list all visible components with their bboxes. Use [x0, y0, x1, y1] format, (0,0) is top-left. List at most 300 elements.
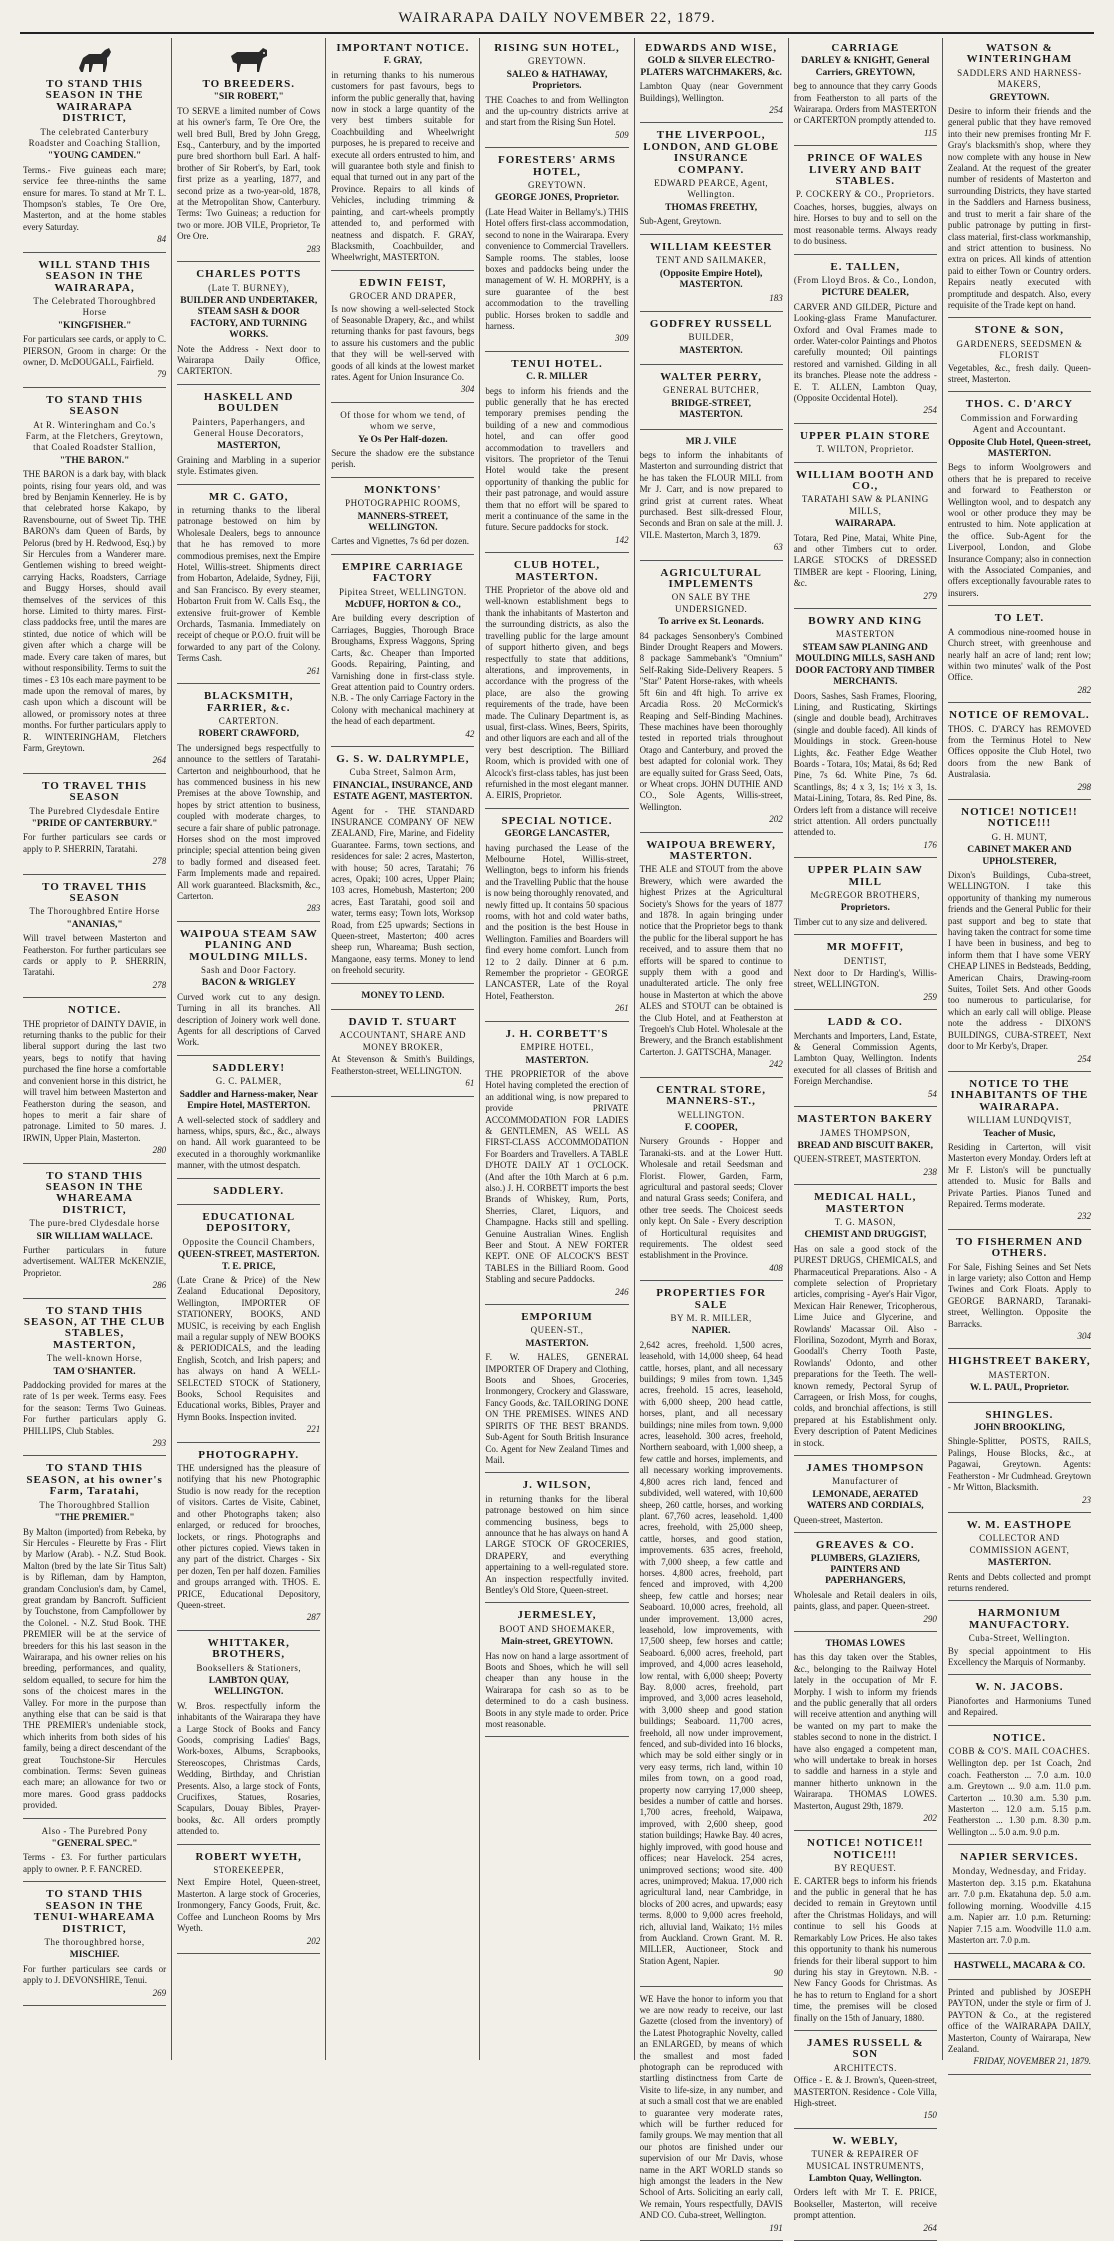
advertisement [177, 79, 320, 262]
ad-name: BUILDER AND UNDERTAKER, STEAM SASH & DOOR FACTORY, AND TURNING WORKS. [180, 295, 318, 341]
ad-body: Orders left with Mr T. E. PRICE, Bookseller, Masterton, will receive prompt attention. [793, 2187, 937, 2221]
ad-heading: CENTRAL STORE, MANNERS-ST., [656, 1083, 767, 1108]
ad-reference-number: 259 [923, 991, 937, 1002]
ad-name: THOMAS FREETHY, [665, 202, 758, 213]
ad-reference-number: 176 [923, 839, 937, 850]
ad-name: F. COOPER, [684, 1122, 738, 1133]
ad-body: 2,642 acres, freehold. 1,500 acres, leasehold, with 14,000 sheep, 64 head cattle, horses, plant, and all necessary buildings; 9 miles from town. 1,345 acres, freehold. 15 acres, leasehold, with 6,000 sheep, 200 head cattle, horses, plant, and all necessary buildings; nine miles from town. 9,000 acres, leasehold. 300 acres, freehold, Northern seaboard, with 1,000 sheep, a few cattle and horses, implements, and all necessary working improvements. 4,800 acres rich land, fenced and subdivided, well watered, with 10,600 sheep, 260 cattle, horses, and working plant. 67,760 acres, leasehold. 1,400 acres, freehold, with 25,000 sheep, cattle, horses, and good station, improvements. 635 acres, freehold, with 7,000 sheep, a few cattle and horses. 4,800 acres, freehold, part fenced and improved, with 4,200 sheep, few cattle and horses; near Seaboard. 10,000 acres, freehold, all under improvement. 13,000 acres, leasehold, low improvements, with 17,500 sheep, few horses and cattle; Seaboard. 6,000 acres, freehold, part improved, and 4,000 acres leasehold, low rental, with 6,000 sheep; Poverty Bay. 8,000 acres, freehold, part improved, and 3,000 acres leasehold, with 3,000 sheep and good station buildings; Seaboard. 11,700 acres, freehold, all now under improvement, fenced, and sub-divided into 16 blocks, which may be sold either singly or in very easy terms, rich land, within 10 miles from town, on a good road, property now carrying 17,000 sheep, besides a number of cattle and horses. 1,700 acres, freehold, Waipawa, improved, with 2,600 sheep, good station buildings; Hawke Bay. 40 acres, highly improved, with good house and offices; near Havelock. 254 acres, unimproved sections; wood site. 400 acres, unimproved; Makua. 17,000 rich agricultural land, near Cambridge, in blocks of 200 acres, and upwards; easy terms. 8,000 to 9,000 acres freehold, rich, alluvial land, Waikato; 1½ miles from Auckland. Crown Grant. M. R. MILLER, Auctioneer, Stock and Station Agent, Napier. [639, 1339, 783, 1966]
ad-name: "ANANIAS," [66, 919, 123, 930]
ad-reference-number: 304 [460, 384, 475, 395]
ad-body: Begs to inform Woolgrowers and others that he is prepared to receive and forward to Featherston or Wellington wool, and to despatch any wool or other produce they may be entrusted to him. Note application at the office. Sub-Agent for the Liverpool, London, and Globe Insurance Company; also in connection with the Associated Companies, and offers exceptionally favourable rates to insurers. [947, 462, 1091, 598]
ad-heading: HIGHSTREET BAKERY, [948, 1355, 1091, 1368]
ad-heading: STONE & SON, [974, 324, 1064, 337]
ad-name: F. GRAY, [383, 56, 422, 67]
ad-heading: CARRIAGE [831, 42, 900, 54]
ad-subheading: CARTERTON. [218, 715, 279, 726]
ad-heading: JAMES THOMPSON [806, 1462, 925, 1475]
advertisement [485, 1480, 628, 1603]
ad-name: SIR WILLIAM WALLACE. [36, 1231, 153, 1242]
ad-heading: AGRICULTURAL IMPLEMENTS [660, 566, 762, 591]
advertisement [948, 613, 1091, 703]
ad-reference-number: 84 [157, 234, 167, 245]
ad-body: Further particulars in future advertisement. WALTER McKENZIE, Proprietor. [23, 1244, 167, 1278]
ad-heading: HASKELL AND BOULDEN [203, 390, 294, 415]
advertisement [948, 1852, 1091, 1953]
ad-subheading: Commission and Forwarding Agent and Accountant. [960, 412, 1079, 435]
ad-heading: GREAVES & CO. [815, 1539, 915, 1552]
ad-reference-number: 309 [615, 333, 629, 344]
ad-heading: WAIPOUA BREWERY, MASTERTON. [646, 838, 776, 862]
ad-subheading: Painters, Paperhangers, and General House Decorators, [192, 416, 306, 438]
ad-body: Are building every description of Carriages, Buggies, Thorough Brace Broughams, Express Waggons, Spring Carts, &c. Cheaper than Imported Goods. Repairing, Painting, and Varnishing done in first-class style. Great attention paid to Country orders. N.B. - The only Carriage Factory in the Colony with mechanical machinery at the head of each department. [331, 613, 475, 727]
ad-body: begs to inform the inhabitants of Masterton and surrounding district that he has taken the FLOUR MILL from Mr J. Carr, and is now prepared to grind grist at current rates. Wheat purchased. Best silk-dressed Flour, Seconds and Bran on sale at the mill. J. VILE. Masterton, March 3, 1879. [639, 449, 783, 540]
ad-body: F. W. HALES, GENERAL IMPORTER OF Drapery and Clothing, Boots and Shoes, Groceries, Ironmongery, Crockery and Glassware, Fancy Goods, &c. TAILORING DONE ON THE PREMISES. WINES AND SPIRITS OF THE BEST BRANDS. Sub-Agent for South British Insurance Co. Agent for New Zealand Times and Mail. [485, 1352, 629, 1465]
advertisement [177, 392, 320, 485]
ad-heading: TO BREEDERS. [202, 78, 295, 90]
advertisement [331, 43, 474, 271]
ad-heading: G. S. W. DALRYMPLE, [336, 752, 470, 765]
advertisement [177, 492, 320, 685]
advertisement [331, 754, 474, 984]
ad-heading: MR C. GATO, [208, 490, 289, 503]
ad-name: MR J. VILE [685, 436, 737, 447]
ad-subheading: BOOT AND SHOEMAKER, [499, 1623, 615, 1634]
ad-reference-number: 282 [1077, 684, 1091, 695]
ad-body: By special appointment to His Excellency the Marquis of Normanby. [947, 1645, 1091, 1667]
ad-heading: TO STAND THIS SEASON IN THE WAIRARAPA DISTRICT, [45, 78, 144, 125]
ad-body: Curved work cut to any design. Turning in all its branches. All description of Joinery work well done. Agents for all descriptions of Carved Work. [177, 991, 321, 1048]
column-6 [788, 38, 942, 2233]
ad-subheading: Sash and Door Factory. [201, 965, 297, 976]
ad-body: Totara, Red Pine, Matai, White Pine, and other Timbers cut to order. LARGE STOCKS of DRESSED TIMBER are kept - Flooring, Lining, &c. [793, 532, 937, 589]
ad-reference-number: 278 [152, 979, 167, 990]
advertisement [948, 1520, 1091, 1601]
ad-body: Printed and published by JOSEPH PAYTON, under the style or firm of J. PAYTON & Co., at the registered office of the WAIRARAPA DAILY, Masterton, County of Wairarapa, New Zealand. [947, 1986, 1091, 2054]
ad-reference-number: 293 [152, 1438, 167, 1449]
advertisement [23, 79, 166, 253]
ad-subheading: Cuba Street, Salmon Arm, [349, 767, 457, 778]
ad-name: MASTERTON. [679, 345, 743, 356]
ad-body: Has on sale a good stock of the PUREST DRUGS, CHEMICALS, and Pharmaceutical Preparations. Also - A complete selection of Proprietary articles, comprising - Ayer's Hair Vigor, Mexican Hair Renewer, Tricopherous, Lime Juice and Glycerine, and Rowlands' Macassar Oil. Also - Florilina, Sozodont, Myrrh and Borax, Goodall's Cherry Tooth Paste, Rowlands' Odonto, and other preparations for the Teeth. The well-known remedy, Pectoral Syrup of Carrageen, or Irish Moss, for coughs, colds, and bronchial affections, is still prepared at his Establishment only. Every description of Patent Medicines in stock. [793, 1243, 937, 1448]
ad-reference-number: 509 [615, 129, 629, 140]
advertisement [23, 395, 166, 774]
ad-heading: UPPER PLAIN STORE [800, 429, 931, 442]
ad-reference-number: 254 [923, 405, 937, 416]
ad-name: BRIDGE-STREET, MASTERTON. [671, 398, 752, 421]
ad-subheading: Pipitea Street, WELLINGTON. [339, 586, 467, 597]
ad-reference-number: 202 [769, 814, 783, 825]
ad-subheading: WELLINGTON. [677, 1109, 745, 1120]
ad-name: MASTERTON, [217, 441, 281, 452]
bull-illustration-icon [227, 42, 271, 76]
ad-body: WE Have the honor to inform you that we are now ready to receive, our last Gazette (closed from the inventory) of the Latest Photographic Novelty, called an ENLARGED, by means of which the smallest and most faded photograph can be reproduced with startling distinctness from Carte de Visite to life-size, in any number, and at such a small cost that we are enabled to guarantee very moderate rates, which will be further reduced for family groups. We may mention that all our photos are finished under our supervision of our Mr Davis, whose name in the ART WORLD stands so high amongst the leaders in the New School of Arts. Soliciting an early call, We remain, Yours respectfully, DAVIS AND CO. Cuba-street, Wellington. [639, 1993, 783, 2221]
ad-reference-number: 408 [769, 1262, 783, 1273]
ad-body: having purchased the Lease of the Melbourne Hotel, Willis-street, Wellington, begs to inform his friends and the Travelling Public that the house is now being thoroughly renovated, and newly fitted up. It contains 50 spacious rooms, with hot and cold water baths, and the position is the best House in Wellington. Families and Boarders will find every home comfort. Lunch from 12 to 2 daily. Dinner at 6 p.m. Remember the proprietor - GEORGE LANCASTER, Late of the Royal Hotel, Featherston. [485, 842, 629, 1001]
ad-name: "KINGFISHER." [57, 320, 132, 331]
ad-body: Doors, Sashes, Sash Frames, Flooring, Lining, and Rusticating, Skirtings (single and double bead), Architraves (single and double faced). All kinds of Mouldings in stock. Green-house Lights, &c. Feather Edge Weather Boards - Totara, 10s; Matai, 8s 6d; Red Pine, 7s 6d. White Pine, 7s 6d. Scantlings, 8s; 4 x 3, 1s; 1½ x 3, 1s. Matai-Lining, Totara, 8s. Red Pine, 8s. Orders left from a distance will receive strict attention. All orders punctually attended to. [793, 690, 937, 838]
column-5 [634, 38, 788, 2233]
ad-subheading: Manufacturer of [832, 1476, 899, 1487]
ad-name: STEAM SAW PLANING AND MOULDING MILLS, SASH AND DOOR FACTORY AND TIMBER MERCHANTS. [795, 642, 935, 688]
ad-subheading: G. C. PALMER, [215, 1076, 282, 1087]
ad-reference-number: 283 [306, 243, 321, 254]
ad-reference-number: 79 [157, 369, 167, 380]
advertisement [177, 929, 320, 1056]
ad-heading: MEDICAL HALL, MASTERTON [814, 1191, 917, 1215]
ad-heading: LADD & CO. [827, 1016, 903, 1029]
ad-reference-number: 286 [152, 1280, 167, 1291]
advertisement [23, 1306, 166, 1457]
ad-subheading: P. COCKERY & CO., Proprietors. [795, 189, 935, 200]
ad-body: E. CARTER begs to inform his friends and the public in general that he has decided to remain in Greytown until after the Christmas Holidays, and will continue to sell his Goods at Remarkably Low Prices. He also takes this opportunity to thank his numerous friends for their liberal support to him during his stay in Greytown. N.B. - New Fancy Goods for Christmas. As he has to return to England for a short time, the premises will be closed finally on the 15th of January, 1880. [793, 1875, 937, 2023]
ad-body: For further particulars see cards or apply to J. DEVONSHIRE, Tenui. [23, 1963, 167, 1986]
advertisement [794, 1838, 937, 2031]
advertisement [331, 991, 474, 1010]
ad-body: in returning thanks to his numerous customers for past favours, begs to inform the public generally that, having now in stock a large quantity of the very best timbers suitable for Coachbuilding and Wheelwright purposes, he is prepared to receive and execute all orders entrusted to him, and will guarantee both style and finish to equal that turned out in any part of the Province. Repairs to all kinds of Vehicles, including trimming & painting, and cart-wheels promptly attended to, and performed with neatness and dispatch. F. GRAY, Blacksmith, Coachbuilder, and Wheelwright, MASTERTON. [331, 69, 475, 263]
ad-heading: W. M. EASTHOPE [966, 1518, 1073, 1531]
ad-reference-number: 264 [152, 755, 167, 766]
ad-heading: PRINCE OF WALES LIVERY AND BAIT STABLES. [807, 152, 924, 188]
ad-heading: BOWRY AND KING [808, 615, 923, 628]
ad-heading: JERMESLEY, [517, 1609, 597, 1622]
ad-body: beg to announce that they carry Goods from Featherston to all parts of the Wairarapa. Orders from MASTERTON or CARTERTON promptly attended to. [793, 81, 937, 126]
ad-name: Ye Os Per Half-dozen. [358, 434, 448, 445]
advertisement [23, 260, 166, 388]
ad-body: Dixon's Buildings, Cuba-street, WELLINGTON. I take this opportunity of thanking my numerous friends and the General Public for their past support and beg to state that having taken the contract for some time I have been in business, and beg to inform them that I have some VERY CHEAP LINES in Bedsteads, Bedding, American Chairs, Drawing-room Suites, Toilet Sets. And other Goods too numerous to particularise, for which an early call will oblige. Please note the address - DIXON'S BUILDINGS, CUBA-STREET, Next door to Mr Kerby's, Draper. [947, 870, 1091, 1052]
advertisement [23, 1005, 166, 1163]
advertisement [485, 1312, 628, 1473]
ad-reference-number: 238 [923, 1166, 937, 1177]
advertisement [640, 1994, 783, 2241]
advertisement [177, 1450, 320, 1631]
advertisement [485, 1610, 628, 1737]
ad-heading: TO TRAVEL THIS SEASON [42, 779, 148, 804]
ad-body: Queen-street, Masterton. [793, 1514, 883, 1525]
ad-name: JOHN BROOKLING, [974, 1423, 1065, 1434]
ad-subheading: McGREGOR BROTHERS, [810, 890, 921, 900]
advertisement [948, 1733, 1091, 1846]
advertisement [640, 372, 783, 430]
ad-name: "YOUNG CAMDEN." [47, 151, 142, 162]
ad-subheading: MASTERTON. [988, 1369, 1051, 1380]
advertisement [177, 1063, 320, 1179]
ad-heading: J. H. CORBETT'S [505, 1027, 609, 1040]
ad-body: Pianofortes and Harmoniums Tuned and Repaired. [947, 1695, 1091, 1718]
advertisement [948, 1079, 1091, 1230]
ad-heading: JAMES RUSSELL & SON [807, 2036, 924, 2061]
ad-reference-number: 150 [923, 2110, 937, 2121]
advertisement [640, 130, 783, 234]
ad-reference-number: 246 [615, 1286, 629, 1297]
column-2 [171, 38, 325, 2060]
ad-name: CHEMIST AND DRUGGIST, [804, 1230, 927, 1241]
ad-body: Note the Address - Next door to Wairarapa Daily Office, CARTERTON. [177, 343, 321, 377]
ad-heading: SPECIAL NOTICE. [501, 814, 613, 827]
ad-reference-number: 304 [1077, 1331, 1091, 1342]
ad-body: Agent for - THE STANDARD INSURANCE COMPANY OF NEW ZEALAND, Fire, Marine, and Fidelity Guarantee. Farms, town sections, and residences for sale: 2 acres, Masterton, with house; 50 acres, Taratahi; 76 acres, Opaki; 100 acres, Upper Plain; 103 acres, Homebush, Masterton; 200 acres, East Taratahi, good soil and water, terms easy; Town lots, Worksop Road, from £25 upwards; Sections in Queen-street, Masterton; 400 acres sheep run, Whareama; Bush section, Mangaone, easy terms. Money to lend on freehold security. [331, 805, 475, 976]
advertisement [331, 1017, 474, 1096]
ad-reference-number: 287 [306, 1612, 321, 1623]
advertisement [948, 1682, 1091, 1725]
advertisement [794, 1639, 937, 1832]
ad-body: THE Coaches to and from Wellington and the up-country districts arrive at and start from the Rising Sun Hotel. [485, 94, 629, 128]
ad-heading: PROPERTIES FOR SALE [656, 1287, 767, 1311]
advertisement [177, 691, 320, 922]
ad-subheading: (From Lloyd Bros. & Co., London, [793, 274, 937, 285]
ad-name: THOMAS LOWES [825, 1638, 905, 1649]
ad-reference-number: 254 [1077, 1053, 1091, 1064]
advertisement [331, 278, 474, 403]
advertisement [640, 1085, 783, 1282]
ad-heading: WHITTAKER, BROTHERS, [207, 1636, 290, 1661]
advertisement [794, 2038, 937, 2129]
ad-subheading: TARATAHI SAW & PLANING MILLS, [801, 494, 929, 516]
ad-body: (Late Crane & Price) of the New Zealand Educational Depository, Wellington, IMPORTER OF STATIONERY, BOOKS, AND MUSIC, is receiving by each English mail a regular supply of NEW BOOKS & PERIODICALS, and the leading English, Scotch, and Irish papers; and has always on hand A WELL-SELECTED STOCK of Stationery, Books, School Requisites and Educational works, Bibles, Prayer and Hymn Books. Inspection invited. [177, 1274, 321, 1422]
ad-subheading: The thoroughbred horse, [44, 1936, 145, 1947]
advertisement [794, 2136, 937, 2241]
ad-body: For Sale, Fishing Seines and Set Nets in large variety; also Cotton and Hemp Twines and Cork Floats. Apply to GEORGE BARNARD, Taranaki-street, Wellington. Opposite the Barracks. [947, 1261, 1091, 1329]
ad-body: The undersigned begs respectfully to announce to the settlers of Taratahi-Carterton and neighbourhood, that he has commenced business in his new Premises at the above Township, and hopes by strict attention to business, coupled with moderate charges, to secure a fair share of public patronage. Horses shod on the most improved principle; special attention being given to badly formed and diseased feet. Farm Implements made and repaired. All work guaranteed. Blacksmith, &c., Carterton. [177, 742, 321, 901]
ad-subheading: COLLECTOR AND COMMISSION AGENT, [969, 1533, 1070, 1555]
ad-reference-number: 183 [769, 293, 783, 304]
column-3 [325, 38, 479, 2060]
ad-heading: WILLIAM BOOTH AND CO., [795, 468, 935, 492]
ad-heading: EDWIN FEIST, [359, 276, 447, 289]
advertisement [948, 1608, 1091, 1675]
ad-subheading: BY REQUEST. [834, 1863, 897, 1874]
ad-body: A commodious nine-roomed house in Church street, with greenhouse and nearly half an acre of land; rent low; within two minutes' walk of the Post Office. [947, 626, 1091, 683]
ad-body: has this day taken over the Stables, &c., belonging to the Railway Hotel lately in the occupation of Mr F. Morphy. I wish to inform my friends and the public generally that all orders will receive attention and anything will be wanted on my part to make the stables second to none in the district. I have also engaged a competent man, who will undertake to break in horses to saddle and harness in a style and manner hitherto unknown in the Wairarapa. THOMAS LOWES. Masterton, August 29th, 1879. [793, 1652, 937, 1811]
ad-subheading: T. G. MASON, [834, 1216, 896, 1227]
ad-name: WAIRARAPA. [834, 519, 896, 530]
advertisement [794, 865, 937, 935]
advertisement [948, 1961, 1091, 1980]
ad-heading: TO TRAVEL THIS SEASON [42, 880, 148, 904]
ad-body: Nursery Grounds - Hopper and Taranaki-sts. and at the Lower Hutt. Wholesale and retail Seedsman and Florist. Flower, Garden, Farm, agricultural and pastoral seeds; Clover and natural Grass seeds; Conifera, and other tree seeds. The Choicest seeds only kept. On Sale - Every description of Horticultural requisites and requirements. The oldest seed establishment in the Province. [639, 1136, 783, 1261]
column-4 [479, 38, 633, 2060]
ad-heading: IMPORTANT NOTICE. [336, 42, 470, 54]
ad-body: Coaches, horses, buggies, always on hire. Horses to buy and to sell on the most reasonable terms. Always ready to do business. [793, 201, 937, 247]
ad-subheading: Cuba-Street, Wellington. [968, 1633, 1071, 1644]
ad-body: Shingle-Splitter, POSTS, RAILS, Palings, House Blocks, &c., at Pagawai, Greytown. Agents: Featherston - Mr Cudmhead. Greytown - Mr Witton, Blacksmith. [947, 1436, 1091, 1493]
ad-heading: EMPORIUM [521, 1311, 593, 1324]
ad-reference-number: 221 [306, 1424, 321, 1435]
ad-heading: NOTICE. [67, 1004, 122, 1017]
ad-body: For further particulars see cards or apply to P. SHERRIN, Taratahi. [23, 832, 167, 854]
advertisement [794, 470, 937, 609]
ad-heading: NOTICE OF REMOVAL. [949, 709, 1090, 722]
advertisement [640, 1288, 783, 1986]
ad-reference-number: 191 [769, 2222, 783, 2233]
ad-reference-number: 232 [1077, 1211, 1091, 1222]
ad-heading: UPPER PLAIN SAW MILL [807, 864, 923, 888]
advertisement [794, 43, 937, 146]
ad-body: A well-selected stock of saddlery and harness, whips, spurs, &c., &c., always on hand. All work guaranteed to be executed in a thoroughly workmanlike manner, with the utmost despatch. [177, 1114, 321, 1171]
ad-heading: HARMONIUM MANUFACTORY. [968, 1607, 1070, 1631]
advertisement [23, 781, 166, 875]
ad-subheading: QUEEN-ST., [530, 1325, 584, 1336]
ad-subheading: Booksellers & Stationers, [196, 1662, 302, 1673]
ad-reference-number: 115 [924, 127, 937, 138]
ad-reference-number: 61 [465, 1078, 475, 1089]
ad-subheading: PHOTOGRAPHIC ROOMS, [345, 498, 461, 509]
ad-body: Terms - £3. For further particulars apply to owner. P. F. FANCRED. [23, 1852, 167, 1874]
advertisement [177, 269, 320, 385]
ad-body: Masterton dep. 3.15 p.m. Ekatahuna arr. 7.0 p.m. Ekatahuna dep. 5.0 a.m. following morning. Woodville 4.15 a.m. Napier arr. 1.0 p.m. Returning: Napier 7.15 a.m. Woodville 11.0 a.m. Masterton arr. 7.0 p.m. [947, 1878, 1091, 1946]
advertisement [948, 807, 1091, 1072]
ad-subheading: GROCER AND DRAPER, [349, 291, 457, 302]
ad-name: Teacher of Music, [983, 1128, 1056, 1139]
ad-name: MISCHIEF. [69, 1950, 120, 1961]
advertisement [948, 325, 1091, 392]
ad-heading: W. WEBLY, [832, 2134, 899, 2147]
ad-body: Desire to inform their friends and the general public that they have removed into their new premises fronting Mr F. Gray's blacksmith's shop, where they now complete with any house in New Zealand. At the request of the greater number of residents of Masterton and surrounding Districts, they have started in the Saddlers and Harness business, and trust to merit a fair share of the public patronage by putting in first-class material, first-class workmanship, and strict attention to business. No extra on prices. All kinds of attention paid to either Town or Country orders. Repairs neatly executed with promptitude and despatch. Also, every requisite of the Trade kept on hand. [947, 106, 1091, 310]
ad-body: in returning thanks for the liberal patronage bestowed on him since commencing business, begs to announce that he has always on hand A LARGE STOCK OF GROCERIES, DRAPERY, and everything appertaining to a well-regulated store. An inspection respectfully invited. Bentley's Old Store, Queen-street. [485, 1493, 629, 1595]
advertisement [23, 882, 166, 999]
ad-name: MANNERS-STREET, WELLINGTON. [357, 511, 449, 534]
advertisement [640, 319, 783, 365]
ad-subheading: BY M. R. MILLER, [670, 1313, 752, 1323]
advertisement [23, 1889, 166, 2006]
ad-body: Timber cut to any size and delivered. [793, 916, 928, 927]
advertisement [485, 155, 628, 352]
ad-subheading: GREYTOWN. [527, 56, 587, 67]
advertisement [640, 437, 783, 561]
ad-body: 84 packages Sensonbery's Combined Binder Drought Reapers and Mowers. 8 package Sammebank's "Omnium" Self-Raking Side-Delivery Reapers. 5 "Star" Patent Horse-rakes, with wheels 5ft 6in and 4ft high. To arrive ex Arcadia Ross. 20 McCormick's Reaping and Self-Binding Machines. These machines have been thoroughly tested in reported trials throughout Otago and Canterbury, and proved the best adapted for colonial work. They are equally suited for Grass Seed, Oats, or Wheat crops. JOHN DUTHIE AND CO., Sole Agents, Willis-street, Wellington. [639, 630, 783, 812]
ad-heading: WILL STAND THIS SEASON IN THE WAIRARAPA, [38, 258, 151, 294]
advertisement [485, 1029, 628, 1305]
ad-subheading: Of those for whom we tend, of whom we serve, [340, 409, 466, 432]
ad-name: NAPIER. [691, 1326, 731, 1337]
ad-reference-number: 63 [773, 542, 783, 553]
advertisement [331, 410, 474, 478]
ad-heading: EDWARDS AND WISE, [645, 42, 778, 54]
advertisement [948, 1410, 1091, 1513]
ad-reference-number: 242 [769, 1059, 783, 1070]
ad-name: BREAD AND BISCUIT BAKER, [797, 1140, 934, 1151]
ad-body: By Malton (imported) from Rebeka, by Sir Hercules - Fleurette by Fras - Flirt by Marlow (Arab). - N.Z. Stud Book. Malton (bred by the late Sir Titus Salt) is by Rifleman, dam by Hampton, grandam Conclusion's dam, by Camel, great grandam by Bancroft. Sufficient by Touchstone, from Campfollower by the Colonel. - N.Z. Stud Book. THE PREMIER will be at the service of breeders for this his last season in the Wairarapa, and his owner relies on his breeding, performances, and quality, seldom equalled, to secure for him the sons of the choicest mares in the Valley. For more in the purpose than anything else that can be said is that THE PREMIER's undeniable stock, which inherits from both sides of his family, being a direct descendant of the great Touchstone-Sir Hercules combination. Terms: Seven guineas each mare; an allowance for two or more mares. Good grass paddocks provided. [23, 1526, 167, 1811]
advertisement [23, 1463, 166, 1818]
ad-heading: MASTERTON BAKERY [797, 1113, 934, 1126]
advertisement [640, 242, 783, 312]
ad-name: Lambton Quay, Wellington. [808, 2174, 922, 2184]
ad-subheading: (Late T. BURNEY), [208, 282, 290, 293]
advertisement [23, 1171, 166, 1299]
ad-body: THE ALE and STOUT from the above Brewery, which were awarded the highest Prizes at the Agricultural Society's Shows for the years of 1877 and 1878. In again bringing under notice that the Proprietor begs to thank the public for the liberal support he has received, and to assure them that no efforts will be spared to continue to supply them with a good and unadulterated article. The only free house in Masterton at which the above ALES and STOUT can be obtained is the Club Hotel, and at Featherston at Tregoeh's Club Hotel. Wholesale at the Brewery, and the Branch establishment Carterton. J. GATTSCHA, Manager. [639, 864, 783, 1057]
ad-name: "SIR ROBERT," [213, 92, 284, 103]
ad-body: Next door to Dr Harding's, Willis-street, WELLINGTON. [793, 968, 937, 990]
ad-heading: SADDLERY! [212, 1061, 286, 1074]
advertisement [794, 431, 937, 463]
ad-subheading: Also - The Purebred Pony [41, 1825, 148, 1836]
advertisement [948, 1237, 1091, 1350]
ad-name: MASTERTON. [525, 1338, 589, 1349]
ad-body: Wellington dep. per 1st Coach, 2nd coach. Featherston ... 7.0 a.m. 10.0 a.m. Greytown ... 9.0 a.m. 11.0 p.m. Carterton ... 10.30 a.m. 5.30 p.m. Masterton ... 12.0 a.m. 5.15 p.m. Featherston ... 1.30 p.m. 8.30 p.m. Wellington ... 5.0 a.m. 9.0 p.m. [947, 1758, 1091, 1837]
ad-body: TO SERVE a limited number of Cows at his owner's farm, Te Ore Ore, the well bred Bull, Bred by John Gregg, Esq., Canterbury, and by the imported pure bred shorthorn bull Earl. A half-brother of Sir Robert's, by Earl, took first prize as a yearling, 1877, and second prize as a two-year-old, 1878, at the Metropolitan Show, Canterbury. Terms: Two Guineas; a reduction for two or more. JOB VILE, Proprietor, Te Ore Ore. [177, 105, 321, 242]
advertisement [485, 560, 628, 809]
ad-subheading: BUILDER, [688, 332, 734, 343]
advertisement [640, 568, 783, 833]
ad-subheading: WILLIAM LUNDQVIST, [967, 1115, 1072, 1126]
ad-reference-number: 298 [1077, 781, 1091, 792]
ad-body: THE proprietor of DAINTY DAVIE, in returning thanks to the public for their liberal support during the last two years, begs to notify that having purchased the fine horse a comfortable and convenient horse in this district, he will travel him between Masterton and Featherston during the season, and hopes to merit a fair share of patronage. Limited to 50 mares. J. IRWIN, Upper Plain, Masterton. [23, 1018, 167, 1143]
ad-reference-number: 283 [306, 903, 321, 914]
ad-body: THE Proprietor of the above old and well-known establishment begs to thank the inhabitants of Masterton and the surrounding districts, as also the travelling public for the large amount of support hitherto given, and begs respectfully to state that additions, alterations, and improvements, in accordance with the progress of the place, are also the growing requirements of the trade, have been made. The Culinary Department is, as usual, first-class. Wines, Beers, Spirits, and other liquors are each and all of the very best description. The Billiard Room, which is provided with one of Alcock's first-class tables, has just been refurnished in the most elegant manner. A. EIRIS, Proprietor. [485, 585, 629, 801]
ad-name: C. R. MILLER [526, 372, 588, 383]
ad-name: PLUMBERS, GLAZIERS, PAINTERS AND PAPERHANGERS, [810, 1553, 920, 1587]
ad-subheading: GARDENERS, SEEDSMEN & FLORIST [956, 338, 1083, 361]
ad-body: W. Bros. respectfully inform the inhabitants of the Wairarapa they have a Large Stock of Books and Fancy Goods, comprising Ladies' Bags, Work-boxes, Albums, Scrapbooks, Stereoscopes, Christmas Cards, Wedding, Birthday, and Christian Presents. Also, a large stock of Fonts, Crucifixes, Statues, Rosaries, Scapulars, Douay Bibles, Prayer-books, &c. All orders promptly attended to. [177, 1700, 321, 1837]
ad-heading: SADDLERY. [213, 1184, 285, 1197]
advertisement [948, 710, 1091, 800]
ad-body: Next Empire Hotel, Queen-street, Masterton. A large stock of Groceries, Ironmongery, Fancy Goods, Fruit, &c. Coffee and Luncheon Rooms by Mrs Wyeth. [177, 1877, 321, 1934]
ad-body: At Stevenson & Smith's Buildings, Featherston-street, WELLINGTON. [331, 1054, 475, 1076]
advertisement [794, 1017, 937, 1107]
ad-heading: SHINGLES. [985, 1408, 1054, 1421]
ad-subheading: The Celebrated Thoroughbred Horse [33, 295, 156, 318]
ad-name: (Opposite Empire Hotel), MASTERTON. [659, 268, 763, 290]
advertisement [794, 616, 937, 858]
ad-name: DARLEY & KNIGHT, General Carriers, GREYTOWN, [801, 56, 930, 78]
ad-body: Graining and Marbling in a superior style. Estimates given. [177, 454, 321, 477]
ad-subheading: JAMES THOMPSON, [820, 1127, 911, 1138]
ad-heading: TO STAND THIS SEASON, at his owner's Farm, Taratahi, [26, 1462, 163, 1498]
ad-heading: TO STAND THIS SEASON, AT THE CLUB STABLES, MASTERTON, [23, 1304, 166, 1351]
ad-reference-number: FRIDAY, NOVEMBER 21, 1879. [973, 2056, 1091, 2067]
ad-subheading: At R. Winteringham and Co.'s Farm, at the Fletchers, Greytown, that Coaled Roadster Stallion, [25, 419, 164, 453]
ad-reference-number: 254 [769, 105, 783, 116]
ad-heading: TO STAND THIS SEASON IN THE TENUI-WHAREAMA DISTRICT, [33, 1888, 156, 1935]
ad-name: TAM O'SHANTER. [53, 1366, 136, 1377]
ad-heading: BLACKSMITH, FARRIER, &c. [203, 690, 294, 714]
ad-name: CABINET MAKER AND UPHOLSTERER, [967, 845, 1072, 867]
ad-columns [18, 38, 1096, 2233]
ad-subheading: ON SALE BY THE UNDERSIGNED. [671, 592, 751, 614]
ad-name: "GENERAL SPEC." [51, 1839, 138, 1850]
ad-name: "THE BARON." [59, 455, 130, 466]
ad-reference-number: 261 [615, 1003, 629, 1014]
advertisement [640, 43, 783, 123]
ad-body: Terms.- Five guineas each mare; service fee three-ninths the same ensure for mares. To stand at Mr T. L. Thompson's stables, Te Ore Ore, Masterton, and at the home stables every Saturday. [23, 164, 167, 232]
ad-name: MASTERTON. [525, 1055, 589, 1066]
advertisement [331, 485, 474, 555]
advertisement [948, 43, 1091, 318]
ad-body: For particulars see cards, or apply to C. PIERSON, Groom in charge: Or the owner, D. McDOUGALL, Fairfield. [23, 334, 167, 367]
ad-subheading: EMPIRE HOTEL, [520, 1042, 594, 1053]
ad-heading: DAVID T. STUART [348, 1016, 458, 1029]
ad-reference-number: 264 [923, 2222, 937, 2233]
advertisement [948, 399, 1091, 606]
ad-heading: TO LET. [994, 612, 1045, 625]
ad-body: Residing in Carterton, will visit Masterton every Monday. Orders left at Mr F. Liston's will be punctually attended to. Music for Balls and Private Parties. Pianos Tuned and Repaired. Terms moderate. [947, 1141, 1091, 1209]
advertisement [794, 1540, 937, 1632]
column-1 [18, 38, 171, 2060]
newspaper-title: WAIRARAPA DAILY NOVEMBER 22, 1879. [398, 10, 716, 26]
ad-name: To arrive ex St. Leonards. [658, 617, 764, 628]
ad-reference-number: 202 [306, 1935, 321, 1946]
ad-reference-number: 279 [923, 590, 937, 601]
advertisement [485, 816, 628, 1022]
ad-body: Will travel between Masterton and Featherston. For further particulars see cards or apply to P. SHERRIN, Taratahi. [23, 933, 167, 978]
ad-subheading: STOREKEEPER, [213, 1865, 284, 1876]
ad-heading: TO STAND THIS SEASON [46, 393, 143, 418]
ad-subheading: GENERAL BUTCHER, [663, 385, 760, 396]
ad-heading: WAIPOUA STEAM SAW PLANING AND MOULDING MILLS. [179, 927, 318, 963]
ad-subheading: The Thoroughbred Entire Horse [29, 906, 160, 917]
ad-subheading: Monday, Wednesday, and Friday. [952, 1865, 1087, 1876]
advertisement [177, 1186, 320, 1205]
ad-body: in returning thanks to the liberal patronage bestowed on him by Wholesale Dealers, begs to announce that he has removed to more commodious premises, next the Empire Hotel, Willis-street. Shipments direct from Hobarton, Adelaide, Sydney, Fiji, and San Francisco. By every steamer, Hobarton Fruit from W. Calls Esq., the extensive fruit-grower of Kemble Orchards, Tasmania. Immediately on receipt of cheque or P.O.O. fruit will be forwarded to any part of the Colony. Terms Cash. [177, 505, 321, 664]
